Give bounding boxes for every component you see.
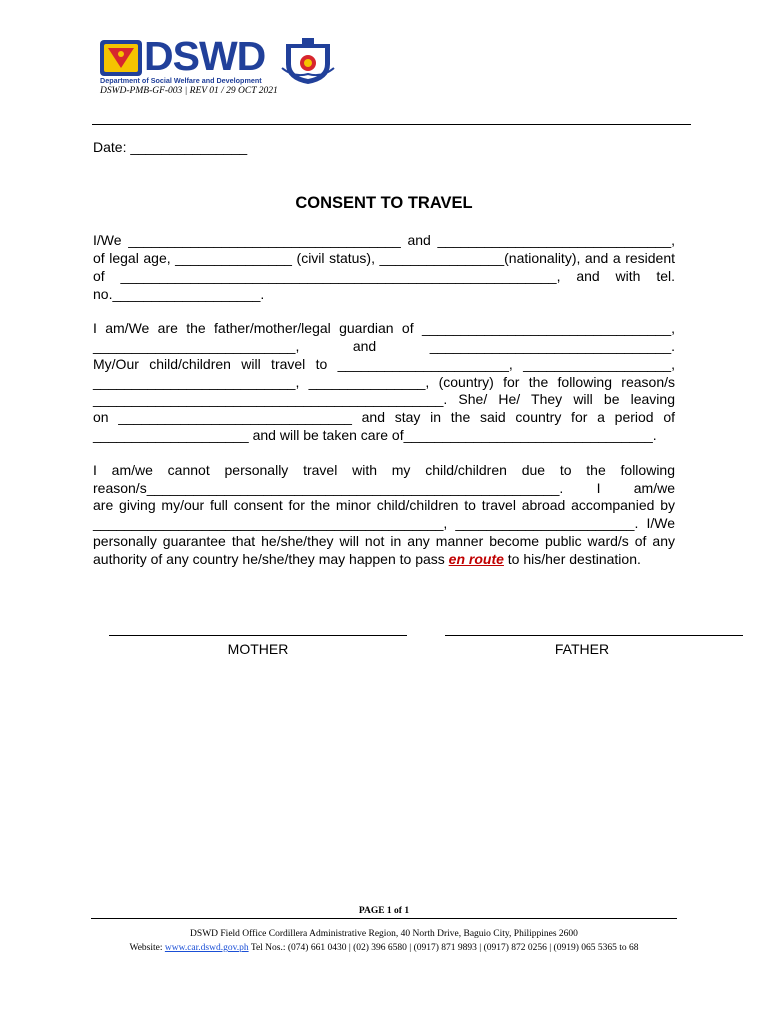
bagong-pilipinas-crest-icon bbox=[280, 38, 336, 86]
paragraph2-line: My/Our child/children will travel to ______________________, ___________________, bbox=[93, 356, 675, 372]
page-number: PAGE 1 of 1 bbox=[358, 906, 410, 916]
paragraph3-line: reason/s_____________________________________________________. I am/we bbox=[93, 480, 675, 496]
paragraph2-line: on ______________________________ and stay in the said country for a period of bbox=[93, 409, 675, 425]
header-divider bbox=[92, 124, 691, 125]
paragraph3-line: are giving my/our full consent for the minor child/children to travel abroad accompanied by bbox=[93, 497, 675, 513]
paragraph3-text: authority of any country he/she/they may happen to pass bbox=[93, 551, 449, 567]
website-label: Website: bbox=[129, 943, 165, 953]
paragraph2-line: I am/We are the father/mother/legal guardian of ________________________________, bbox=[93, 320, 675, 336]
paragraph2-line: __________________________, _______________, (country) for the following reason/s bbox=[93, 374, 675, 390]
document-title: CONSENT TO TRAVEL bbox=[295, 194, 473, 212]
paragraph1-line: no.___________________. bbox=[93, 286, 265, 302]
form-code: DSWD-PMB-GF-003 | REV 01 / 29 OCT 2021 bbox=[100, 86, 278, 96]
paragraph3-line: _____________________________________________, _______________________. I/We bbox=[93, 515, 675, 531]
paragraph1-line: of ________________________________________________________, and with tel. bbox=[93, 268, 675, 284]
phone-numbers: Tel Nos.: (074) 661 0430 | (02) 396 6580 | (0917) 871 9893 | (0917) 872 0256 | (0919) 065 5365 to 68 bbox=[248, 943, 639, 953]
paragraph2-line: _____________________________________________. She/ He/ They will be leaving bbox=[93, 391, 675, 407]
footer-address: DSWD Field Office Cordillera Administrative Region, 40 North Drive, Baguio City, Philippines 2600 bbox=[190, 929, 578, 939]
philippine-flag-emblem-icon bbox=[100, 40, 142, 76]
paragraph3-last-line bbox=[93, 551, 675, 569]
mother-signature-label: MOTHER bbox=[227, 641, 289, 657]
en-route-emphasis: en route bbox=[448, 551, 504, 567]
father-signature-line bbox=[445, 635, 743, 636]
paragraph3-line: personally guarantee that he/she/they will not in any manner become public ward/s of any bbox=[93, 533, 675, 549]
paragraph2-line: ____________________ and will be taken care of________________________________. bbox=[93, 427, 657, 443]
footer-contact bbox=[0, 943, 768, 953]
date-line: Date: _______________ bbox=[93, 139, 248, 155]
department-name: Department of Social Welfare and Development bbox=[100, 76, 262, 85]
paragraph3-text: to his/her destination. bbox=[503, 551, 641, 567]
paragraph1-line: I/We ___________________________________ and ______________________________, bbox=[93, 232, 675, 248]
brand-wordmark: DSWD bbox=[144, 33, 266, 79]
father-signature-label: FATHER bbox=[554, 641, 610, 657]
mother-signature-line bbox=[109, 635, 407, 636]
paragraph2-line: __________________________, and _______________________________. bbox=[93, 338, 675, 354]
website-link[interactable]: www.car.dswd.gov.ph bbox=[164, 943, 249, 953]
footer-divider bbox=[91, 918, 677, 919]
paragraph1-line: of legal age, _______________ (civil status), ________________(nationality), and a resident bbox=[93, 250, 675, 266]
paragraph3-line: I am/we cannot personally travel with my child/children due to the following bbox=[93, 462, 675, 478]
